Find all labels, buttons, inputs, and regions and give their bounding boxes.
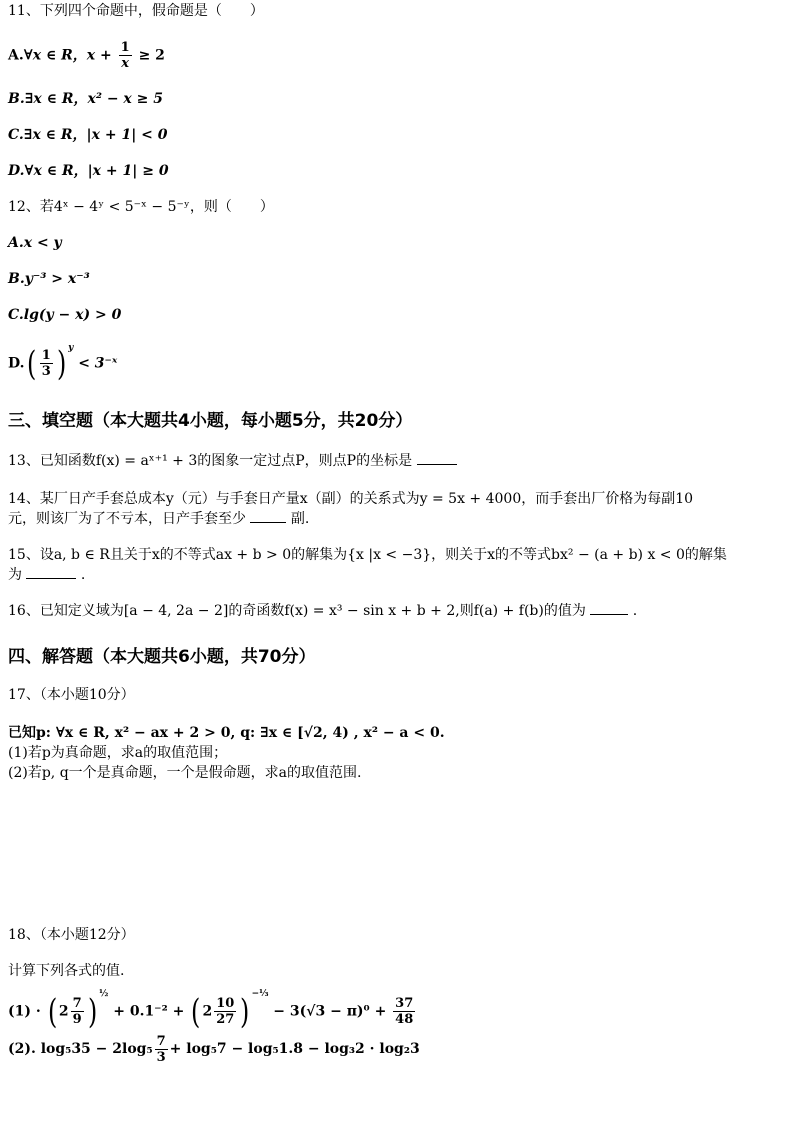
q17-condition: 已知p: ∀x ∈ R, x² − ax + 2 > 0, q: ∃x ∈ [√2, 4) , x² − a < 0. <box>8 725 445 741</box>
q18-part1: (1) · ( 2 $\frac{7}{9}$ ) $^{\frac{1}{2}}$ + 0.1⁻² + ( 2 $\frac{10}{27}$ ) $^{-\frac{1}{3}}$ − 3(√3 − π)⁰ + $\frac{37}{48}$ <box>8 989 414 1032</box>
q12-d-exponent: y <box>68 343 74 353</box>
q18-p1-label: (1) · <box>8 1003 41 1020</box>
q17-header: 17、（本小题10分） <box>8 687 135 703</box>
q18-p1-t3-fraction: $\frac{10}{27}$ <box>216 996 235 1028</box>
q13-stem: 13、已知函数f(x) = aˣ⁺¹ + 3的图象一定过点P，则点P的坐标是 <box>8 453 413 469</box>
q17-part2: (2)若p, q一个是真命题，一个是假命题，求a的取值范围. <box>8 765 362 781</box>
q18-intro: 计算下列各式的值. <box>8 963 125 979</box>
q11-option-a <box>8 40 165 71</box>
q18-p1-t1-fraction: $\frac{7}{9}$ <box>72 996 82 1028</box>
q16-text <box>8 602 637 620</box>
q12-option-b: B.y⁻³ > x⁻³ <box>8 271 90 287</box>
q18-part2 <box>8 1032 420 1066</box>
q16-stem: 16、已知定义域为[a − 4, 2a − 2]的奇函数f(x) = x³ − sin x + b + 2,则f(a) + f(b)的值为 <box>8 603 586 619</box>
q12-d-tail: < 3⁻ˣ <box>78 355 118 372</box>
q14-line2-text: 元，则该厂为了不亏本，日产手套至少 <box>8 511 246 527</box>
q18-p1-t4: − 3(√3 − π)⁰ + <box>273 1003 387 1020</box>
q12-option-d: D.( $\frac{1}{3}$ ) $^y$ < 3⁻ˣ <box>8 343 118 384</box>
q14-line2 <box>8 510 309 528</box>
q11-stem: 11、下列四个命题中，假命题是（ ） <box>8 3 264 19</box>
q11-option-c: C.∃x ∈ R，|x + 1| < 0 <box>8 127 168 143</box>
q15-line1: 15、设a, b ∈ R且关于x的不等式ax + b > 0的解集为{x |x < −3}，则关于x的不等式bx² − (a + b) x < 0的解集 <box>8 547 727 563</box>
q18-p1-t1-whole: 2 <box>58 1003 69 1020</box>
q12-d-fraction: $\frac{1}{3}$ <box>41 348 51 380</box>
q18-p1-t1-exp: ½ <box>98 989 109 999</box>
section-fill-in-title: 三、填空题（本大题共4小题，每小题5分，共20分） <box>8 411 413 431</box>
q14-line1: 14、某厂日产手套总成本y（元）与手套日产量x（副）的关系式为y = 5x + 4000，而手套出厂价格为每副10 <box>8 491 694 507</box>
q11-option-d: D.∀x ∈ R，|x + 1| ≥ 0 <box>8 163 169 179</box>
q18-p1-t5-fraction: $\frac{37}{48}$ <box>395 996 414 1028</box>
q18-p1-t3-whole: 2 <box>202 1003 213 1020</box>
q18-p1-t3-exp: −⅓ <box>251 989 269 999</box>
q15-period: . <box>80 567 86 583</box>
q14-unit: 副. <box>290 511 310 527</box>
q11-option-b: B.∃x ∈ R，x² − x ≥ 5 <box>8 91 163 107</box>
q18-p2-left: (2). log₅35 − 2log₅ <box>8 1041 153 1057</box>
q17-part1: (1)若p为真命题，求a的取值范围； <box>8 745 228 761</box>
q11-a-tail: ≥ 2 <box>138 47 165 64</box>
q15-answer-blank[interactable] <box>26 566 76 579</box>
q12-d-prefix: D. <box>8 355 25 372</box>
q16-period: . <box>632 603 638 619</box>
q18-p1-t2: + 0.1⁻² + <box>113 1003 185 1020</box>
q15-line2 <box>8 566 85 584</box>
q11-a-fraction: $\frac{1}{x}$ <box>120 40 130 71</box>
q18-p2-right: + log₅7 − log₅1.8 − log₃2 · log₂3 <box>169 1041 420 1057</box>
q12-option-c: C.lg(y − x) > 0 <box>8 307 122 323</box>
q13-text <box>8 452 457 470</box>
q14-answer-blank[interactable] <box>250 510 286 523</box>
q16-answer-blank[interactable] <box>590 602 628 615</box>
q15-line2-prefix: 为 <box>8 567 22 583</box>
q12-option-a: A.x < y <box>8 235 62 251</box>
q12-stem: 12、若4ˣ − 4ʸ < 5⁻ˣ − 5⁻ʸ，则（ ） <box>8 199 274 215</box>
q13-answer-blank[interactable] <box>417 452 457 465</box>
q11-a-rest: x ∈ R，x + <box>32 47 112 64</box>
q18-p2-fraction: $\frac{7}{3}$ <box>156 1033 166 1065</box>
q18-header: 18、（本小题12分） <box>8 927 135 943</box>
section-answer-title: 四、解答题（本大题共6小题，共70分） <box>8 647 316 667</box>
q11-a-prefix: A.∀ <box>8 47 33 64</box>
